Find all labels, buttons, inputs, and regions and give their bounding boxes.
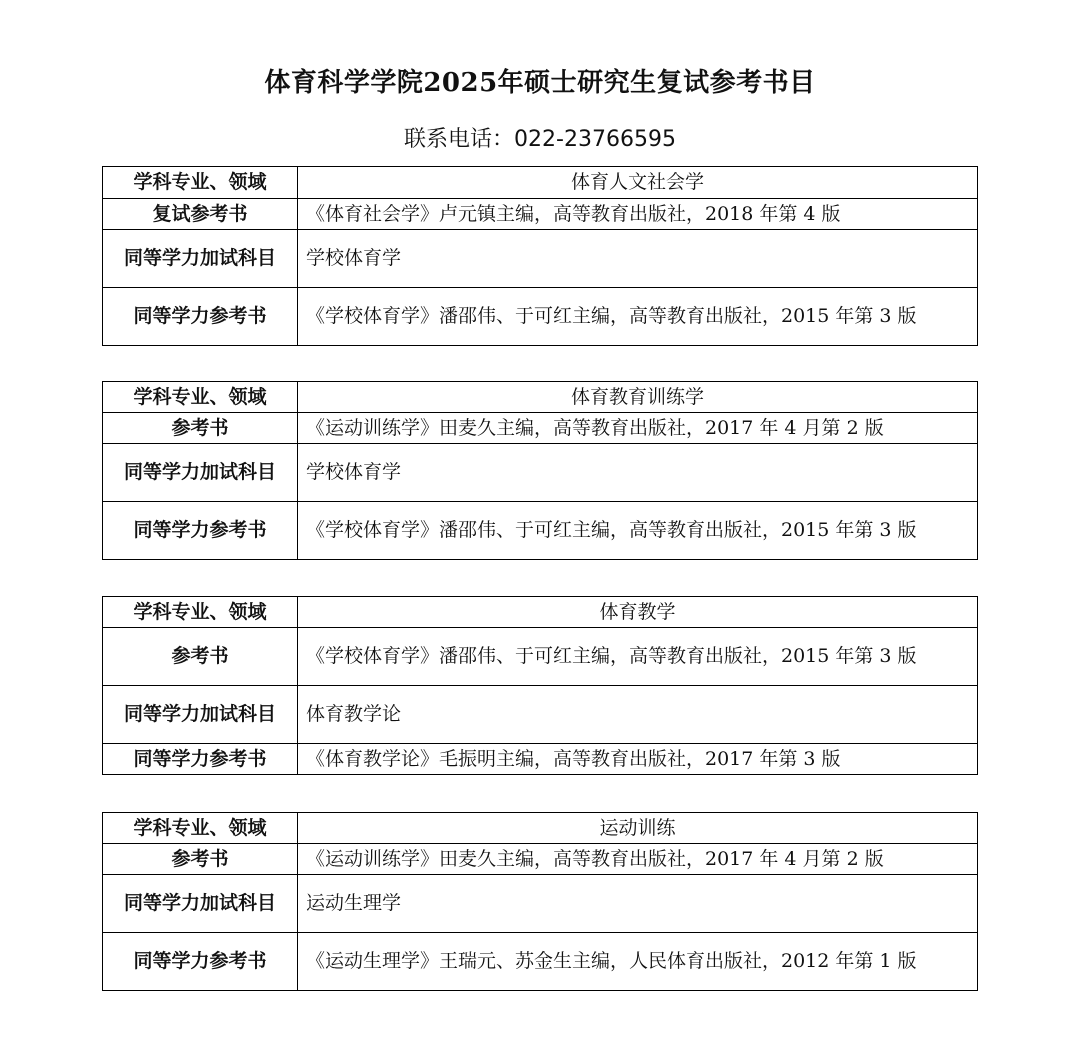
table-row (103, 744, 978, 775)
table-row (103, 444, 978, 502)
reference-table-2 (102, 381, 978, 560)
exam-subject: 运动生理学 (298, 875, 978, 933)
row-label: 同等学力加试科目 (103, 230, 298, 288)
table-row (103, 933, 978, 991)
row-label: 学科专业、领域 (103, 597, 298, 628)
exam-subject: 学校体育学 (298, 444, 978, 502)
field-name: 体育教学 (298, 597, 978, 628)
row-label: 同等学力加试科目 (103, 686, 298, 744)
table-row (103, 597, 978, 628)
reference-book: 《运动训练学》田麦久主编，高等教育出版社，2017 年 4 月第 2 版 (298, 844, 978, 875)
field-name: 体育教育训练学 (298, 382, 978, 413)
table-row (103, 844, 978, 875)
field-name: 体育人文社会学 (298, 167, 978, 199)
reference-book: 《体育社会学》卢元镇主编，高等教育出版社，2018 年第 4 版 (298, 199, 978, 230)
exam-subject: 学校体育学 (298, 230, 978, 288)
row-label: 同等学力参考书 (103, 502, 298, 560)
row-label: 学科专业、领域 (103, 167, 298, 199)
table-row (103, 382, 978, 413)
table-row (103, 875, 978, 933)
reference-table-3 (102, 596, 978, 775)
row-label: 参考书 (103, 628, 298, 686)
equivalent-reference-book: 《学校体育学》潘邵伟、于可红主编，高等教育出版社，2015 年第 3 版 (298, 288, 978, 346)
row-label: 参考书 (103, 844, 298, 875)
row-label: 同等学力参考书 (103, 288, 298, 346)
table-row (103, 686, 978, 744)
row-label: 参考书 (103, 413, 298, 444)
reference-book: 《运动训练学》田麦久主编，高等教育出版社，2017 年 4 月第 2 版 (298, 413, 978, 444)
table-row (103, 628, 978, 686)
table-row (103, 413, 978, 444)
reference-book: 《学校体育学》潘邵伟、于可红主编，高等教育出版社，2015 年第 3 版 (298, 628, 978, 686)
contact-phone: 联系电话：022-23766595 (404, 127, 676, 152)
table-row (103, 502, 978, 560)
table-row (103, 230, 978, 288)
table-row (103, 288, 978, 346)
row-label: 复试参考书 (103, 199, 298, 230)
table-row (103, 813, 978, 844)
equivalent-reference-book: 《学校体育学》潘邵伟、于可红主编，高等教育出版社，2015 年第 3 版 (298, 502, 978, 560)
row-label: 同等学力加试科目 (103, 444, 298, 502)
equivalent-reference-book: 《运动生理学》王瑞元、苏金生主编，人民体育出版社，2012 年第 1 版 (298, 933, 978, 991)
reference-table-1 (102, 166, 978, 346)
row-label: 同等学力参考书 (103, 744, 298, 775)
row-label: 同等学力加试科目 (103, 875, 298, 933)
row-label: 学科专业、领域 (103, 813, 298, 844)
field-name: 运动训练 (298, 813, 978, 844)
page-title: 体育科学学院2025年硕士研究生复试参考书目 (264, 68, 816, 98)
table-row (103, 199, 978, 230)
reference-table-4 (102, 812, 978, 991)
row-label: 学科专业、领域 (103, 382, 298, 413)
exam-subject: 体育教学论 (298, 686, 978, 744)
equivalent-reference-book: 《体育教学论》毛振明主编，高等教育出版社，2017 年第 3 版 (298, 744, 978, 775)
table-row (103, 167, 978, 199)
row-label: 同等学力参考书 (103, 933, 298, 991)
